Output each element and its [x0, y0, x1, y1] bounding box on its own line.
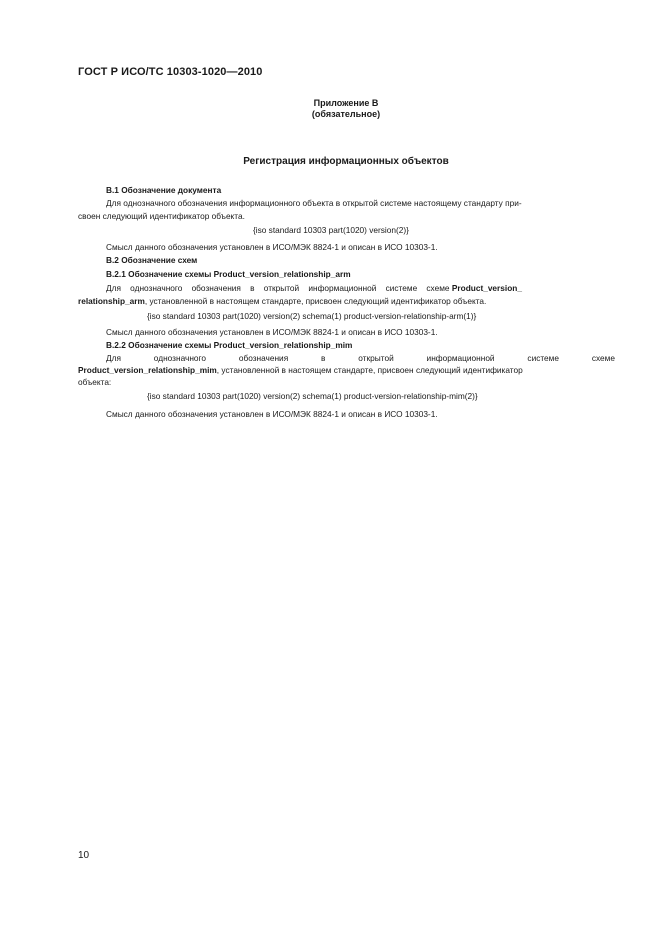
b21-line1-start: Для однозначного обозначения в открытой информационной системе схеме [106, 283, 450, 293]
b22-meaning: Смысл данного обозначения установлен в ИСО/МЭК 8824-1 и описан в ИСО 10303-1. [106, 409, 438, 419]
b22-schema-name: Product_version_relationship_mim [78, 365, 217, 375]
b21-schema-name-part1: Product_version_ [451, 283, 522, 293]
b1-identifier: {iso standard 10303 part(1020) version(2)} [253, 225, 409, 235]
b21-meaning: Смысл данного обозначения установлен в ИСО/МЭК 8824-1 и описан в ИСО 10303-1. [106, 327, 438, 337]
b21-heading: В.2.1 Обозначение схемы Product_version_relationship_arm [106, 269, 351, 279]
b1-meaning: Смысл данного обозначения установлен в ИСО/МЭК 8824-1 и описан в ИСО 10303-1. [106, 242, 438, 252]
b22-heading: В.2.2 Обозначение схемы Product_version_relationship_mim [106, 340, 353, 350]
b22-line2-rest: , установленной в настоящем стандарте, присвоен следующий идентификатор [216, 365, 523, 375]
annex-title: Приложение В [313, 98, 379, 108]
section-title: Регистрация информационных объектов [243, 156, 449, 167]
b22-text-line3: объекта: [78, 377, 112, 387]
b22-text-line1: Для однозначного обозначения в открытой информационной системе схеме [106, 353, 615, 363]
b22-identifier: {iso standard 10303 part(1020) version(2) schema(1) product-version-relationship-mim(2)} [147, 391, 478, 401]
b2-heading: В.2 Обозначение схем [106, 255, 198, 265]
b21-schema-name-part2: relationship_arm [78, 296, 145, 306]
b1-text-line1: Для однозначного обозначения информационного объекта в открытой системе настоящему стандарту при- [106, 198, 522, 208]
annex-status: (обязательное) [311, 109, 381, 119]
b1-heading: В.1 Обозначение документа [106, 185, 222, 195]
b21-identifier: {iso standard 10303 part(1020) version(2) schema(1) product-version-relationship-arm(1)} [147, 311, 477, 321]
b21-text-line2 [78, 295, 615, 308]
b1-text-line2: своен следующий идентификатор объекта. [78, 211, 245, 221]
document-header: ГОСТ Р ИСО/ТС 10303-1020—2010 [78, 66, 263, 78]
b21-line2-rest: , установленной в настоящем стандарте, присвоен следующий идентификатор объекта. [144, 296, 487, 306]
page-number: 10 [78, 850, 90, 861]
b21-text-line1 [78, 282, 615, 295]
